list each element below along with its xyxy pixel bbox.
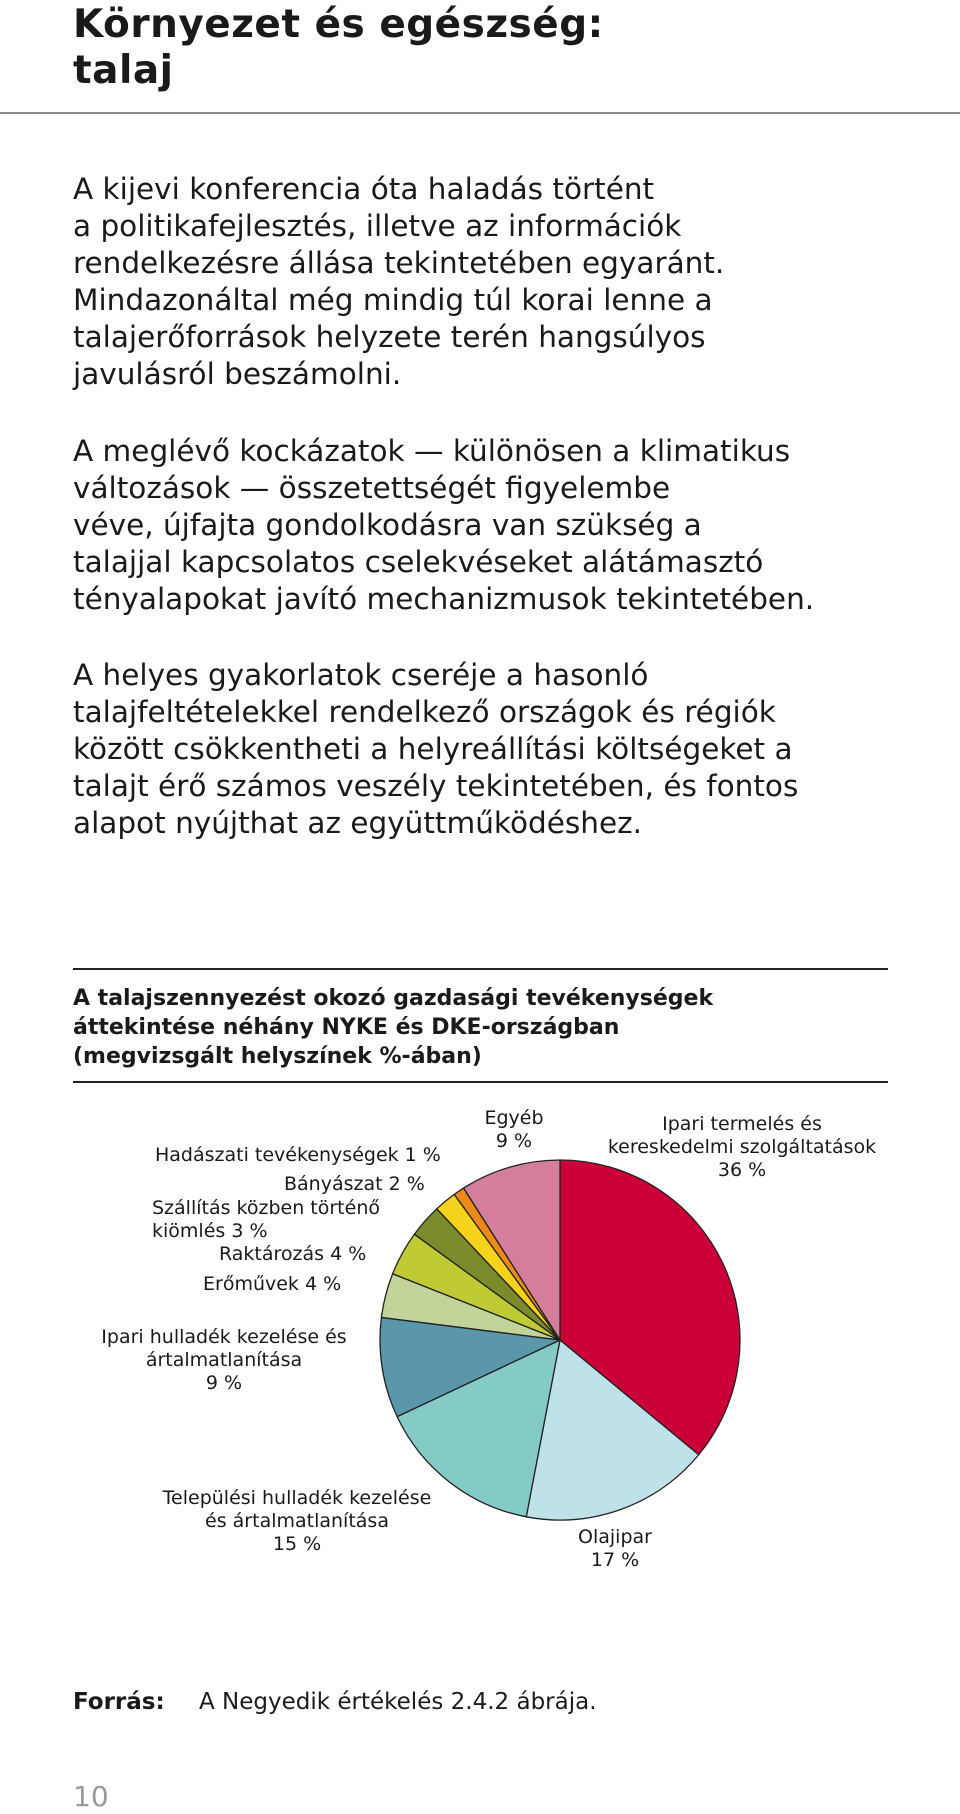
slice-label-line: 15 % <box>272 1533 322 1555</box>
slice-label-line: kereskedelmi szolgáltatások <box>607 1136 877 1158</box>
source-key: Forrás: <box>73 1689 165 1715</box>
page-title-line-2: talaj <box>73 48 174 93</box>
source-note <box>73 1687 597 1717</box>
slice-label-line: Olajipar <box>578 1526 652 1548</box>
slice-label <box>152 1197 380 1242</box>
slice-label <box>162 1487 432 1555</box>
slice-label <box>578 1526 652 1571</box>
page-title-line-1: Környezet és egészség: <box>73 2 604 47</box>
slice-label-line: 9 % <box>205 1372 243 1394</box>
slice-label-line: Bányászat 2 % <box>284 1173 425 1195</box>
slice-label-line: 9 % <box>495 1130 533 1152</box>
slice-label-line: Ipari termelés és <box>662 1113 822 1135</box>
paragraph-3: A helyes gyakorlatok cseréje a hasonló talajfeltételekkel rendelkező országok és régiók között csökkentheti a helyreállítási költségeket a talajt érő számos veszély tekintetében, és fontos alapot nyújthat az együttműködéshez. <box>73 658 799 840</box>
page-number: 10 <box>73 1780 109 1813</box>
paragraph-2: A meglévő kockázatok — különösen a klimatikus változások — összetettségét figyelembe véve, újfajta gondolkodásra van szükség a talajjal kapcsolatos cselekvéseket alátámasztó tényalapokat javító mechanizmusok tekintetében. <box>73 434 815 616</box>
slice-label-line: ártalmatlanítása <box>145 1349 303 1371</box>
slice-label-line: és ártalmatlanítása <box>205 1510 389 1532</box>
slice-label-line: Szállítás közben történő <box>152 1197 380 1219</box>
slice-label <box>203 1273 341 1295</box>
slice-label-line: Erőművek 4 % <box>203 1273 342 1295</box>
slice-label-line: Egyéb <box>484 1107 544 1129</box>
slice-label-line: 17 % <box>590 1549 640 1571</box>
slice-label <box>219 1243 366 1265</box>
slice-label <box>284 1173 425 1195</box>
source-value: A Negyedik értékelés 2.4.2 ábrája. <box>199 1689 597 1715</box>
slice-label-line: kiömlés 3 % <box>152 1220 268 1242</box>
slice-label-line: Hadászati tevékenységek 1 % <box>155 1144 441 1166</box>
slice-label-line: 36 % <box>717 1159 767 1181</box>
slice-label-line: Települési hulladék kezelése <box>162 1487 432 1509</box>
slice-label <box>101 1326 346 1394</box>
slice-label <box>484 1107 543 1152</box>
slice-label <box>608 1113 876 1181</box>
slice-label-line: Raktározás 4 % <box>219 1243 367 1265</box>
slice-label-line: Ipari hulladék kezelése és <box>101 1326 347 1348</box>
figure-title: A talajszennyezést okozó gazdasági tevékenységek áttekintése néhány NYKE és DKE-országban (megvizsgált helyszínek %-ában) <box>73 986 714 1069</box>
paragraph-1: A kijevi konferencia óta haladás történt a politikafejlesztés, illetve az információk rendelkezésre állása tekintetében egyaránt. Mindazonáltal még mindig túl korai lenne a talajerőforrások helyzete terén hangsúlyos javulásról beszámolni. <box>73 172 725 391</box>
slice-label <box>155 1144 441 1166</box>
